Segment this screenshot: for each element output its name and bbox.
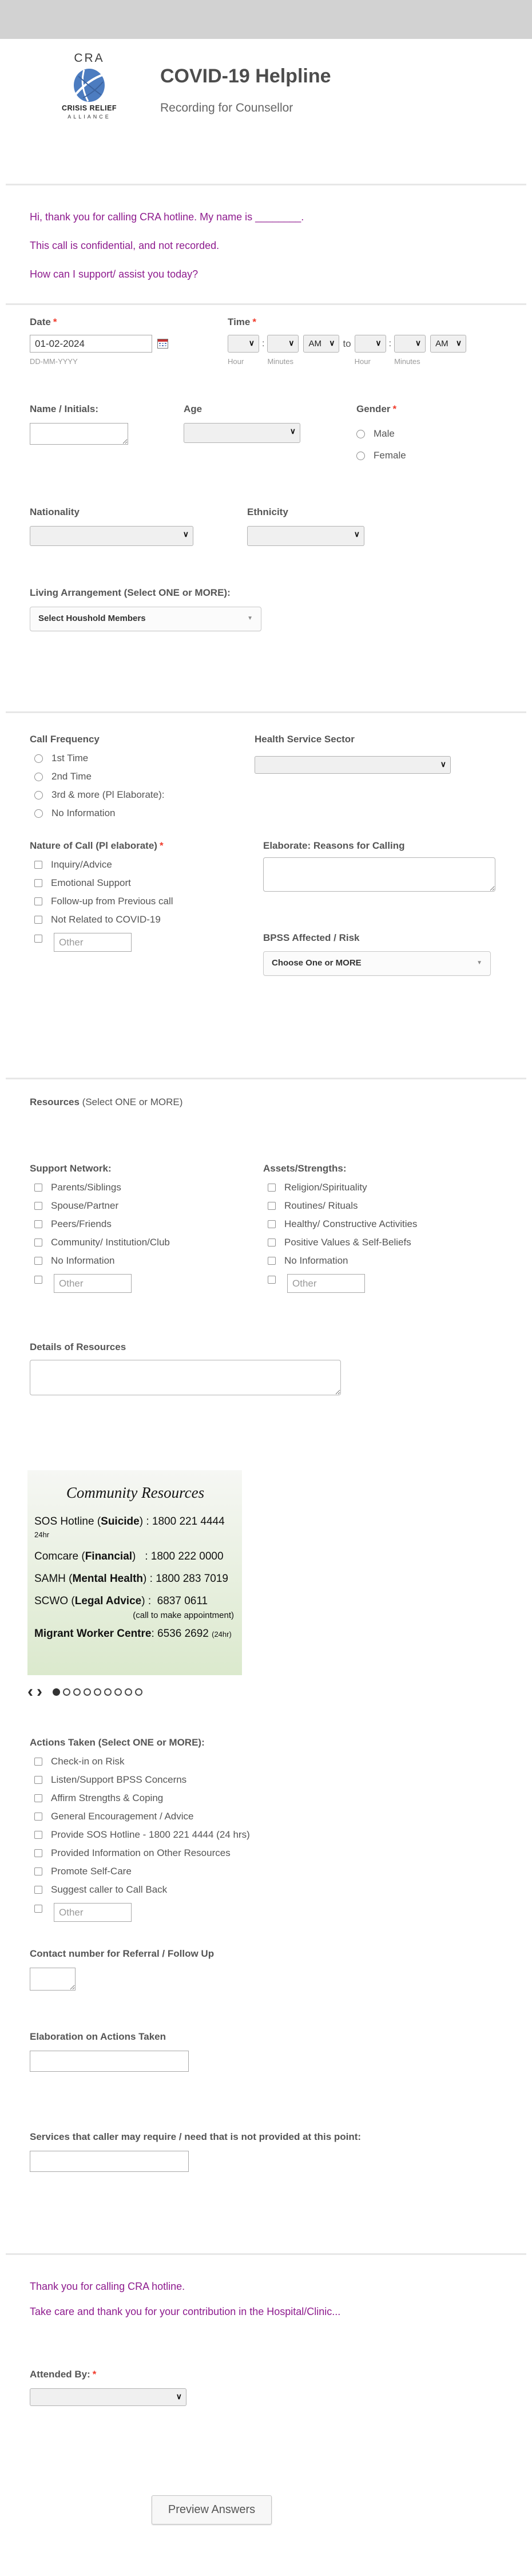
name-field — [30, 403, 184, 472]
globe-logo-icon — [72, 68, 107, 102]
contact-number-field — [0, 1948, 532, 1993]
nationality-field — [30, 507, 247, 546]
carousel-dot[interactable] — [135, 1688, 142, 1696]
start-minutes-select[interactable] — [267, 335, 299, 353]
date-field — [30, 316, 168, 366]
actions-taken-label: Actions Taken (Select ONE or MORE): — [30, 1737, 205, 1748]
assets-other-input[interactable] — [287, 1274, 365, 1293]
elaboration-actions-input[interactable] — [30, 2051, 189, 2072]
checkbox-icon[interactable] — [34, 1202, 42, 1210]
carousel-dot[interactable] — [94, 1688, 101, 1696]
preview-answers-button[interactable]: Preview Answers — [152, 2495, 272, 2524]
minutes-sublabel: Minutes — [267, 357, 293, 366]
carousel-prev-icon[interactable]: ‹ — [27, 1682, 33, 1701]
support-assets-section — [0, 1163, 532, 1306]
support-option[interactable]: Spouse/Partner — [34, 1201, 170, 1211]
checkbox-icon[interactable] — [34, 1257, 42, 1265]
intro-text-block — [0, 185, 532, 303]
gender-field — [356, 403, 532, 472]
resources-heading — [0, 1079, 532, 1108]
call-frequency-field — [30, 734, 164, 826]
resource-line-scwo: SCWO (Legal Advice) : 6837 0611 — [34, 1595, 208, 1607]
checkbox-icon[interactable] — [34, 1867, 42, 1875]
health-service-sector-field — [255, 734, 451, 774]
services-required-label: Services that caller may require / need that is not provided at this point: — [30, 2131, 362, 2142]
details-of-resources-field — [0, 1342, 532, 1398]
checkbox-icon[interactable] — [34, 916, 42, 924]
checkbox-icon[interactable] — [268, 1257, 276, 1265]
checkbox-icon[interactable] — [268, 1220, 276, 1228]
living-arrangement-label: Living Arrangement (Select ONE or MORE): — [30, 587, 231, 598]
actions-option[interactable]: Suggest caller to Call Back — [34, 1885, 532, 1895]
contact-number-textarea[interactable] — [30, 1968, 76, 1991]
intro-line: This call is confidential, and not recorded. — [30, 240, 220, 251]
call-frequency-option[interactable]: 3rd & more (Pl Elaborate): — [34, 790, 164, 800]
age-label: Age — [184, 403, 203, 414]
attended-by-field — [0, 2369, 532, 2406]
chevron-down-icon: ∨ — [455, 338, 462, 347]
actions-option[interactable]: Provided Information on Other Resources — [34, 1848, 532, 1858]
support-other-input[interactable] — [54, 1274, 132, 1293]
checkbox-icon[interactable] — [34, 1776, 42, 1784]
chevron-down-icon: ∨ — [440, 759, 446, 769]
intro-line: Hi, thank you for calling CRA hotline. My name is ________. — [30, 211, 304, 223]
age-field — [184, 403, 356, 472]
health-service-sector-label: Health Service Sector — [255, 734, 355, 745]
closing-line: Thank you for calling CRA hotline. — [30, 2281, 185, 2292]
required-asterisk: * — [159, 840, 164, 851]
carousel-dot[interactable] — [104, 1688, 112, 1696]
details-of-resources-label: Details of Resources — [30, 1342, 126, 1352]
actions-other-input[interactable] — [54, 1903, 132, 1922]
health-service-sector-select[interactable] — [255, 756, 451, 774]
carousel-dot[interactable] — [84, 1688, 91, 1696]
name-age-gender-section — [0, 403, 532, 472]
form-card — [0, 39, 532, 2576]
support-option[interactable]: Peers/Friends — [34, 1219, 170, 1229]
calendar-icon[interactable] — [157, 339, 168, 349]
checkbox-icon[interactable] — [34, 1886, 42, 1894]
checkbox-icon[interactable] — [34, 1794, 42, 1802]
support-option[interactable]: No Information — [34, 1256, 170, 1266]
checkbox-icon[interactable] — [268, 1202, 276, 1210]
chevron-down-icon: ∨ — [248, 338, 255, 347]
carousel-dots — [53, 1688, 142, 1696]
start-hour-select[interactable] — [228, 335, 259, 353]
actions-option[interactable]: Check-in on Risk — [34, 1756, 532, 1767]
checkbox-icon[interactable] — [34, 1238, 42, 1247]
time-field — [228, 316, 466, 366]
logo-name-line2: ALLIANCE — [68, 114, 111, 120]
resource-line-migrant: Migrant Worker Centre: 6536 2692 (24hr) — [34, 1628, 232, 1640]
support-option[interactable]: Parents/Siblings — [34, 1182, 170, 1193]
radio-icon[interactable] — [34, 773, 43, 781]
actions-option[interactable]: General Encouragement / Advice — [34, 1811, 532, 1822]
checkbox-icon[interactable] — [34, 879, 42, 887]
resource-line-comcare: Comcare (Financial) : 1800 222 0000 — [34, 1550, 224, 1562]
nationality-label: Nationality — [30, 507, 80, 517]
closing-line: Take care and thank you for your contribution in the Hospital/Clinic... — [30, 2306, 341, 2317]
checkbox-icon[interactable] — [34, 1905, 42, 1913]
chevron-down-icon: ∨ — [176, 2392, 182, 2401]
ethnicity-field — [247, 507, 364, 546]
checkbox-icon[interactable] — [34, 1813, 42, 1821]
resources-heading-bold: Resources — [30, 1097, 80, 1107]
nature-option-other[interactable] — [34, 933, 173, 952]
gender-label: Gender — [356, 403, 391, 414]
gender-option-female[interactable]: Female — [356, 450, 532, 461]
hour-sublabel: Hour — [228, 357, 244, 366]
nationality-select[interactable] — [30, 526, 193, 546]
hour-sublabel: Hour — [354, 357, 371, 366]
carousel-dot[interactable] — [125, 1688, 132, 1696]
call-frequency-option[interactable]: 1st Time — [34, 753, 164, 763]
living-arrangement-field — [0, 587, 532, 711]
end-minutes-select[interactable] — [394, 335, 426, 353]
radio-icon[interactable] — [34, 754, 43, 763]
actions-option[interactable]: Listen/Support BPSS Concerns — [34, 1775, 532, 1785]
ethnicity-select[interactable] — [247, 526, 364, 546]
checkbox-icon[interactable] — [268, 1276, 276, 1284]
actions-option-other[interactable] — [34, 1903, 532, 1922]
elaborate-label: Elaborate: Reasons for Calling — [263, 840, 405, 851]
minutes-sublabel: Minutes — [394, 357, 420, 366]
services-required-input[interactable] — [30, 2151, 189, 2172]
bpss-dropdown[interactable]: Choose One or MORE ▼ — [263, 951, 491, 976]
nature-of-call-label: Nature of Call (Pl elaborate) — [30, 840, 157, 851]
gender-option-male[interactable]: Male — [356, 429, 532, 439]
date-input[interactable] — [30, 335, 152, 353]
support-network-label: Support Network: — [30, 1163, 112, 1174]
name-label: Name / Initials: — [30, 403, 98, 414]
assets-option[interactable]: Religion/Spirituality — [268, 1182, 417, 1193]
elaborate-textarea[interactable] — [263, 857, 495, 892]
assets-option[interactable]: Routines/ Rituals — [268, 1201, 417, 1211]
assets-option-other[interactable] — [268, 1274, 417, 1293]
checkbox-icon[interactable] — [34, 861, 42, 869]
date-label: Date — [30, 316, 51, 327]
community-resources-image — [27, 1470, 242, 1675]
checkbox-icon[interactable] — [268, 1238, 276, 1247]
radio-icon[interactable] — [356, 452, 365, 460]
nationality-ethnicity-section — [0, 507, 532, 546]
assets-strengths-label: Assets/Strengths: — [263, 1163, 347, 1174]
call-frequency-option[interactable]: 2nd Time — [34, 771, 164, 782]
call-frequency-option[interactable]: No Information — [34, 808, 164, 818]
chevron-down-icon: ∨ — [288, 338, 295, 347]
radio-icon[interactable] — [356, 430, 365, 438]
attended-by-select[interactable] — [30, 2388, 186, 2406]
checkbox-icon[interactable] — [34, 935, 42, 943]
required-asterisk: * — [392, 403, 397, 414]
radio-icon[interactable] — [34, 809, 43, 818]
resource-line-sos: SOS Hotline (Suicide) : 1800 221 4444 24hr — [34, 1515, 228, 1539]
support-option[interactable]: Community/ Institution/Club — [34, 1237, 170, 1248]
time-label: Time — [228, 316, 251, 327]
triangle-down-icon: ▼ — [247, 615, 253, 622]
logo-acronym: CRA — [74, 52, 105, 65]
assets-strengths-field — [263, 1163, 417, 1293]
age-select[interactable] — [184, 423, 300, 443]
logo-name-line1: CRISIS RELIEF — [61, 104, 117, 112]
page-background-strip — [0, 0, 532, 39]
intro-line: How can I support/ assist you today? — [30, 268, 198, 280]
checkbox-icon[interactable] — [34, 897, 42, 905]
ethnicity-label: Ethnicity — [247, 507, 288, 517]
actions-taken-field — [0, 1737, 532, 1922]
chevron-down-icon: ∨ — [354, 529, 360, 539]
time-range-separator: to — [343, 338, 351, 349]
nature-of-call-field — [30, 840, 173, 952]
form-subtitle: Recording for Counsellor — [160, 101, 293, 114]
closing-text-block — [0, 2255, 532, 2324]
submit-row — [0, 2495, 532, 2524]
nature-option[interactable]: Follow-up from Previous call — [34, 896, 173, 907]
chevron-down-icon: ∨ — [375, 338, 382, 347]
end-ampm-select[interactable]: AM ∨ — [430, 335, 466, 353]
required-asterisk: * — [252, 316, 256, 327]
carousel-dot[interactable] — [73, 1688, 81, 1696]
actions-option[interactable]: Provide SOS Hotline - 1800 221 4444 (24 hrs) — [34, 1830, 532, 1840]
carousel-dot[interactable] — [114, 1688, 122, 1696]
resource-line-samh: SAMH (Mental Health) : 1800 283 7019 — [34, 1573, 228, 1585]
name-textarea[interactable] — [30, 423, 128, 445]
support-network-field — [30, 1163, 170, 1293]
nature-other-input[interactable] — [54, 933, 132, 952]
checkbox-icon[interactable] — [268, 1184, 276, 1192]
assets-option[interactable]: Healthy/ Constructive Activities — [268, 1219, 417, 1229]
attended-by-label: Attended By: — [30, 2369, 90, 2380]
end-hour-select[interactable] — [355, 335, 386, 353]
checkbox-icon[interactable] — [34, 1184, 42, 1192]
chevron-down-icon: ∨ — [415, 338, 422, 347]
actions-option[interactable]: Affirm Strengths & Coping — [34, 1793, 532, 1803]
details-of-resources-textarea[interactable] — [30, 1360, 341, 1395]
nature-option[interactable]: Emotional Support — [34, 878, 173, 888]
time-colon: : — [388, 339, 392, 349]
elaboration-actions-field — [0, 2031, 532, 2072]
actions-option[interactable]: Promote Self-Care — [34, 1866, 532, 1877]
elaboration-actions-label: Elaboration on Actions Taken — [30, 2031, 166, 2042]
radio-icon[interactable] — [34, 791, 43, 800]
nature-of-call-section — [0, 840, 532, 1078]
nature-option[interactable]: Inquiry/Advice — [34, 860, 173, 870]
date-time-section — [0, 305, 532, 403]
chevron-down-icon: ∨ — [182, 529, 189, 539]
bpss-label: BPSS Affected / Risk — [263, 932, 360, 943]
required-asterisk: * — [92, 2369, 97, 2380]
required-asterisk: * — [53, 316, 57, 327]
checkbox-icon[interactable] — [34, 1831, 42, 1839]
chevron-down-icon: ∨ — [329, 338, 335, 347]
image-carousel-controls — [27, 1684, 532, 1699]
form-header — [0, 39, 532, 184]
triangle-down-icon: ▼ — [477, 960, 482, 966]
assets-option[interactable]: No Information — [268, 1256, 417, 1266]
call-frequency-label: Call Frequency — [30, 734, 100, 745]
call-frequency-section — [0, 713, 532, 840]
community-resources-title: Community Resources — [66, 1484, 205, 1501]
carousel-dot[interactable] — [63, 1688, 70, 1696]
date-format-hint: DD-MM-YYYY — [30, 357, 78, 366]
assets-option[interactable]: Positive Values & Self-Beliefs — [268, 1237, 417, 1248]
elaborate-bpss-column — [263, 840, 495, 976]
resource-line-scwo-note: (call to make appointment) — [133, 1611, 234, 1620]
form-title: COVID-19 Helpline — [160, 65, 331, 87]
start-ampm-select[interactable]: AM ∨ — [303, 335, 339, 353]
contact-number-label: Contact number for Referral / Follow Up — [30, 1948, 215, 1959]
carousel-next-icon[interactable]: › — [37, 1682, 42, 1701]
household-members-dropdown[interactable]: Select Houshold Members ▼ — [30, 607, 261, 631]
carousel-dot[interactable] — [53, 1688, 60, 1696]
chevron-down-icon: ∨ — [289, 426, 296, 436]
time-colon: : — [262, 339, 265, 349]
checkbox-icon[interactable] — [34, 1849, 42, 1857]
resources-heading-rest: (Select ONE or MORE) — [79, 1097, 183, 1107]
header-titles — [160, 65, 331, 115]
checkbox-icon[interactable] — [34, 1276, 42, 1284]
support-option-other[interactable] — [34, 1274, 170, 1293]
checkbox-icon[interactable] — [34, 1758, 42, 1766]
nature-option[interactable]: Not Related to COVID-19 — [34, 915, 173, 925]
cra-logo — [61, 52, 118, 120]
checkbox-icon[interactable] — [34, 1220, 42, 1228]
services-required-field — [0, 2131, 532, 2253]
